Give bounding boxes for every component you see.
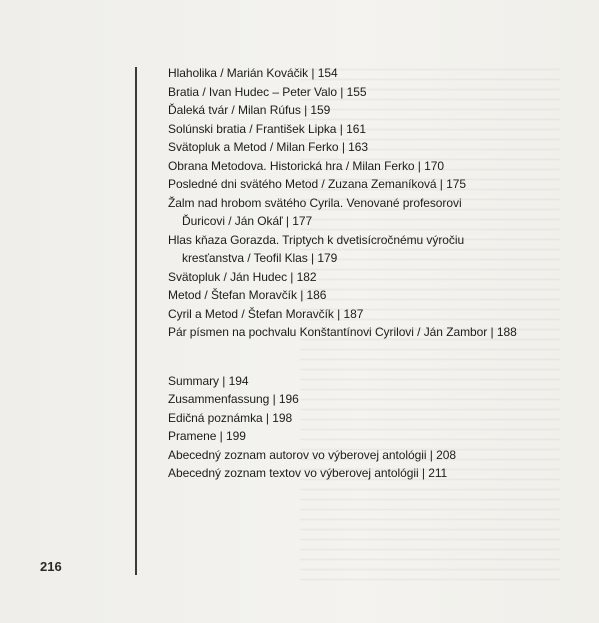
toc-entry: Posledné dni svätého Metod / Zuzana Zemaníková | 175 — [168, 177, 467, 191]
toc-entry: Summary | 194 — [168, 373, 249, 388]
toc-entry: Bratia / Ivan Hudec – Peter Valo | 155 — [168, 84, 367, 99]
toc-entry: Solúnski bratia / František Lipka | 161 — [168, 121, 366, 136]
table-of-contents — [168, 64, 568, 483]
toc-entry: Hlaholika / Marián Kováčik | 154 — [168, 66, 338, 80]
page-number: 216 — [40, 559, 62, 574]
section-gap — [168, 342, 568, 372]
toc-entry: Ďaleká tvár / Milan Rúfus | 159 — [168, 103, 331, 117]
toc-entry: Abecedný zoznam textov vo výberovej antológii | 211 — [168, 466, 448, 480]
toc-entry: Cyril a Metod / Štefan Moravčík | 187 — [168, 306, 364, 321]
toc-entry: Pramene | 199 — [168, 429, 246, 443]
toc-entry: Pár písmen na pochvalu Konštantínovi Cyrilovi / Ján Zambor | 188 — [168, 325, 517, 339]
toc-entry: Metod / Štefan Moravčík | 186 — [168, 288, 327, 302]
toc-entry: Žalm nad hrobom svätého Cyrila. Venované profesorovi — [168, 195, 462, 210]
toc-entry: Svätopluk / Ján Hudec | 182 — [168, 269, 317, 284]
toc-entry: Edičná poznámka | 198 — [168, 410, 293, 425]
vertical-rule — [135, 67, 137, 575]
toc-entry: Obrana Metodova. Historická hra / Milan Ferko | 170 — [168, 158, 445, 173]
toc-entry-continuation: kresťanstva / Teofil Klas | 179 — [182, 251, 338, 265]
toc-entry: Zusammenfassung | 196 — [168, 392, 299, 406]
toc-entry: Svätopluk a Metod / Milan Ferko | 163 — [168, 140, 369, 154]
toc-entry: Abecedný zoznam autorov vo výberovej antológii | 208 — [168, 447, 457, 462]
toc-entry-continuation: Ďuricovi / Ján Okáľ | 177 — [182, 214, 313, 228]
toc-entry: Hlas kňaza Gorazda. Triptych k dvetisícročnému výročiu — [168, 232, 465, 247]
